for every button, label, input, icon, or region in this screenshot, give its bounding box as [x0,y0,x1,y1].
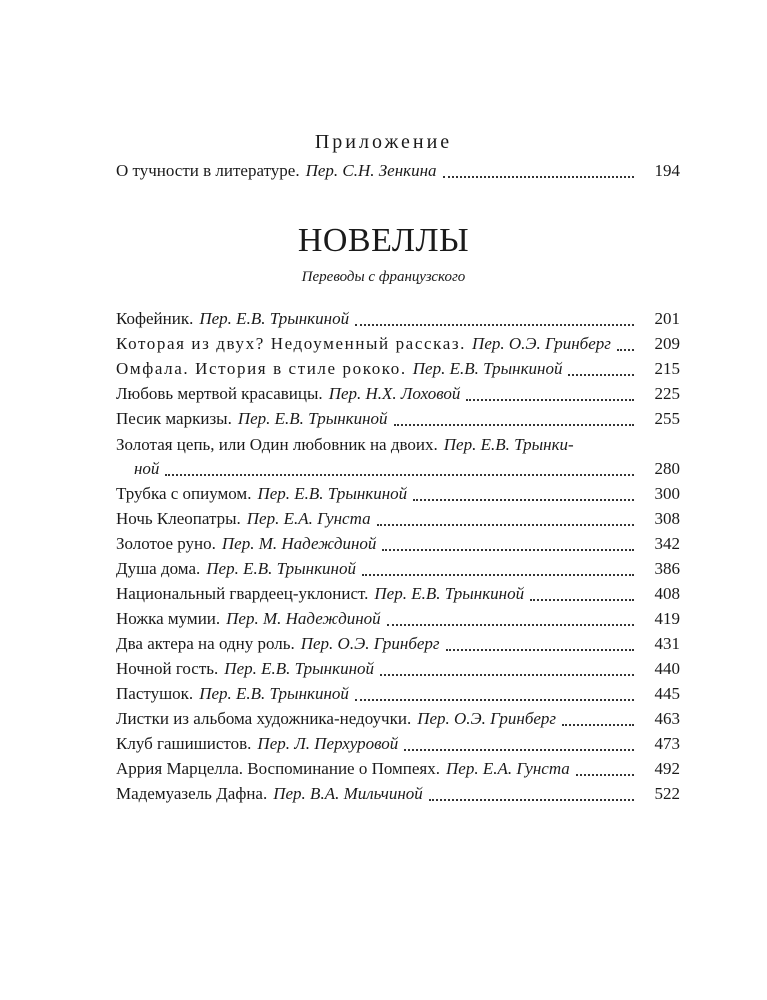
entry-translator: Пер. Е.В. Трынкиной [257,484,408,503]
entry-title: Ночной гость. [116,659,219,678]
entry-page: 431 [654,634,680,653]
entry-page: 419 [654,609,680,628]
entry-translator: Пер. Е.В. Трынкиной [206,559,356,578]
entry-title: Пастушок. [116,684,194,703]
entry-page: 386 [654,559,680,578]
entry-page: 255 [654,409,680,428]
toc-entry [116,531,680,557]
entry-title: Аррия Марцелла. Воспоминание о Помпеях. [116,759,441,778]
entry-page: 445 [654,684,680,703]
dot-leader [429,799,634,801]
dot-leader [394,424,634,426]
entry-translator-continuation: ной [134,459,160,478]
entry-title: Золотое руно. [116,534,216,553]
toc-entry [116,581,680,607]
toc-entry [116,356,680,382]
section-subtitle: Переводы с французского [301,269,466,285]
dot-leader [387,624,634,626]
entry-translator: Пер. М. Надеждиной [221,534,377,553]
entry-page: 473 [654,734,680,753]
entry-title: О тучности в литературе. [116,161,300,180]
dot-leader [355,699,634,701]
entry-title: Листки из альбома художника-недоучки. [116,709,412,728]
entry-page: 225 [654,384,680,403]
dot-leader [562,724,634,726]
dot-leader [362,574,634,576]
toc-entry [116,656,680,682]
entry-title: Мадемуазель Дафна. [116,784,268,803]
entry-page: 201 [654,309,680,328]
entry-translator: Пер. О.Э. Гринберг [472,334,611,353]
entry-page: 492 [654,759,680,778]
dot-leader [576,774,634,776]
entry-page: 440 [654,659,680,678]
entry-translator: Пер. Л. Перхуровой [257,734,399,753]
dot-leader [165,474,634,476]
entry-translator: Пер. С.Н. Зенкина [305,161,437,180]
entry-page: 522 [654,784,680,803]
dot-leader [443,176,634,178]
dot-leader [568,374,634,376]
toc-entry [116,781,680,807]
entry-page: 300 [654,484,680,503]
toc-entry [116,331,680,357]
entry-title: Золотая цепь, или Один любовник на двоих. [116,435,438,454]
toc-entry [116,681,680,707]
toc-entry [116,631,680,657]
section-title: НОВЕЛЛЫ [297,222,470,259]
toc-entry-wrapped-first-line [116,432,680,458]
entry-title: Национальный гвардеец-уклонист. [116,584,369,603]
entry-translator: Пер. Е.В. Трынкиной [199,309,350,328]
entry-title: Которая из двух? Недоуменный рассказ. [116,334,467,353]
entry-title: Кофейник. [116,309,194,328]
dot-leader [404,749,634,751]
dot-leader [466,399,634,401]
dot-leader [377,524,634,526]
dot-leader [413,499,634,501]
entry-translator: Пер. Е.В. Трынкиной [224,659,375,678]
toc-entry [116,406,680,432]
dot-leader [617,349,634,351]
entry-title: Два актера на одну роль. [116,634,295,653]
toc-entry [116,756,680,782]
toc-entry [116,506,680,532]
entry-title: Любовь мертвой красавицы. [116,384,323,403]
entry-title: Клуб гашишистов. [116,734,252,753]
entry-translator: Пер. В.А. Мильчиной [273,784,423,803]
entry-translator: Пер. О.Э. Гринберг [417,709,557,728]
entry-translator: Пер. М. Надеждиной [226,609,381,628]
entry-translator: Пер. Е.В. Трынки- [443,435,574,454]
toc-entry-wrapped-second-line [116,456,680,482]
dot-leader [382,549,634,551]
entry-title: Песик маркизы. [116,409,232,428]
entry-page: 280 [654,459,680,478]
toc-entry [116,381,680,407]
dot-leader [355,324,634,326]
entry-translator: Пер. О.Э. Гринберг [300,634,440,653]
toc-entry [116,306,680,332]
toc-entry [116,481,680,507]
dot-leader [446,649,634,651]
toc-entry [116,556,680,582]
toc-entry-appendix [116,158,680,184]
entry-page: 342 [654,534,680,553]
entry-title: Трубка с опиумом. [116,484,252,503]
entry-translator: Пер. Е.А. Гунста [246,509,371,528]
entry-title: Ночь Клеопатры. [116,509,241,528]
entry-translator: Пер. Е.А. Гунста [446,759,570,778]
toc-entry [116,706,680,732]
entry-translator: Пер. Е.В. Трынкиной [199,684,349,703]
entry-translator: Пер. Е.В. Трынкиной [237,409,388,428]
entry-translator: Пер. Н.Х. Лоховой [328,384,461,403]
dot-leader [530,599,634,601]
entry-title: Душа дома. [116,559,201,578]
entry-page: 215 [654,359,680,378]
entry-page: 408 [654,584,680,603]
appendix-heading: Приложение [314,131,453,153]
entry-translator: Пер. Е.В. Трынкиной [374,584,525,603]
entry-page: 308 [654,509,680,528]
entry-translator: Пер. Е.В. Трынкиной [412,359,563,378]
entry-page: 463 [654,709,680,728]
entry-page: 209 [654,334,680,353]
toc-entry [116,731,680,757]
toc-entry [116,606,680,632]
dot-leader [380,674,634,676]
entry-title: Омфала. История в стиле рококо. [116,359,407,378]
entry-page: 194 [654,161,680,180]
entry-title: Ножка мумии. [116,609,221,628]
